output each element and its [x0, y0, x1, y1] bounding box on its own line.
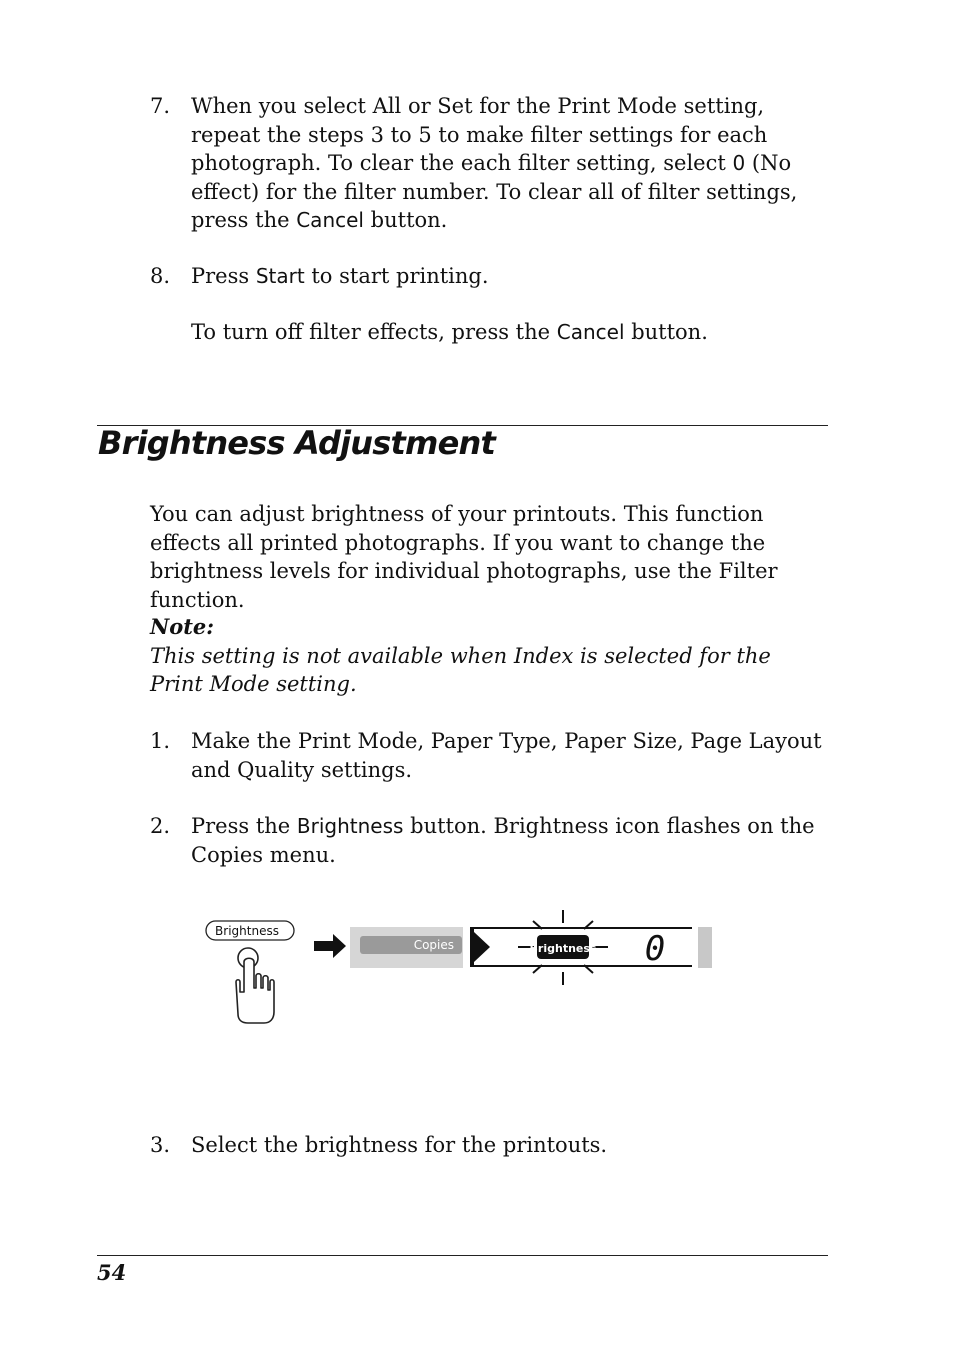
brightness-button [206, 921, 294, 940]
lcd-icon-label: Brightness [529, 942, 597, 955]
page-number: 54 [97, 1260, 127, 1285]
step-number: 7. [150, 94, 171, 118]
hand-press-icon [236, 948, 274, 1023]
step-text: Press Start to start printing. [191, 264, 489, 288]
copies-menu [350, 927, 463, 968]
lcd-value: 0 [644, 929, 666, 969]
step-number: 1. [150, 729, 171, 753]
footer-rule [97, 1255, 828, 1256]
ui-text-cancel: Cancel [296, 208, 364, 232]
note [150, 613, 830, 699]
brightness-figure [200, 910, 720, 1030]
step-number: 2. [150, 814, 171, 838]
brightness-icon [530, 935, 597, 959]
ui-text-brightness: Brightness [296, 814, 404, 838]
ui-text-cancel: Cancel [556, 320, 625, 344]
ui-text-zero: 0 [732, 151, 746, 175]
step-3 [150, 1131, 830, 1161]
step-8-subtext: To turn off filter effects, press the Cancel button. [191, 320, 708, 344]
step-text: When you select All or Set for the Print Mode setting, repeat the steps 3 to 5 to make filter settings for each photograph. To clear the each filter setting, select 0 (No effect) for the filter number. To clear all of filter settings, press the Cancel button. [191, 94, 798, 232]
menu-label: Copies [413, 938, 454, 952]
step-number: 3. [150, 1133, 171, 1157]
section-title: Brightness Adjustment [98, 424, 495, 462]
step-1 [150, 727, 830, 787]
ui-text-start: Start [255, 264, 305, 288]
step-text: Select the brightness for the printouts. [191, 1133, 608, 1157]
lcd-display [470, 910, 712, 985]
note-title: Note: [150, 614, 215, 639]
step-number: 8. [150, 264, 171, 288]
section-intro: You can adjust brightness of your printouts. This function effects all printed photographs. If you want to change the brightness levels for individual photographs, use the Filter function. [150, 502, 778, 612]
step-text: Press the Brightness button. Brightness icon flashes on the Copies menu. [191, 814, 815, 867]
button-label: Brightness [215, 924, 279, 938]
step-text: Make the Print Mode, Paper Type, Paper Size, Page Layout and Quality settings. [191, 729, 822, 782]
step-2 [150, 812, 830, 872]
step-8 [150, 262, 830, 292]
note-text: This setting is not available when Index is selected for the Print Mode setting. [150, 643, 771, 696]
right-arrow-icon [314, 934, 346, 958]
step-7 [150, 92, 830, 242]
